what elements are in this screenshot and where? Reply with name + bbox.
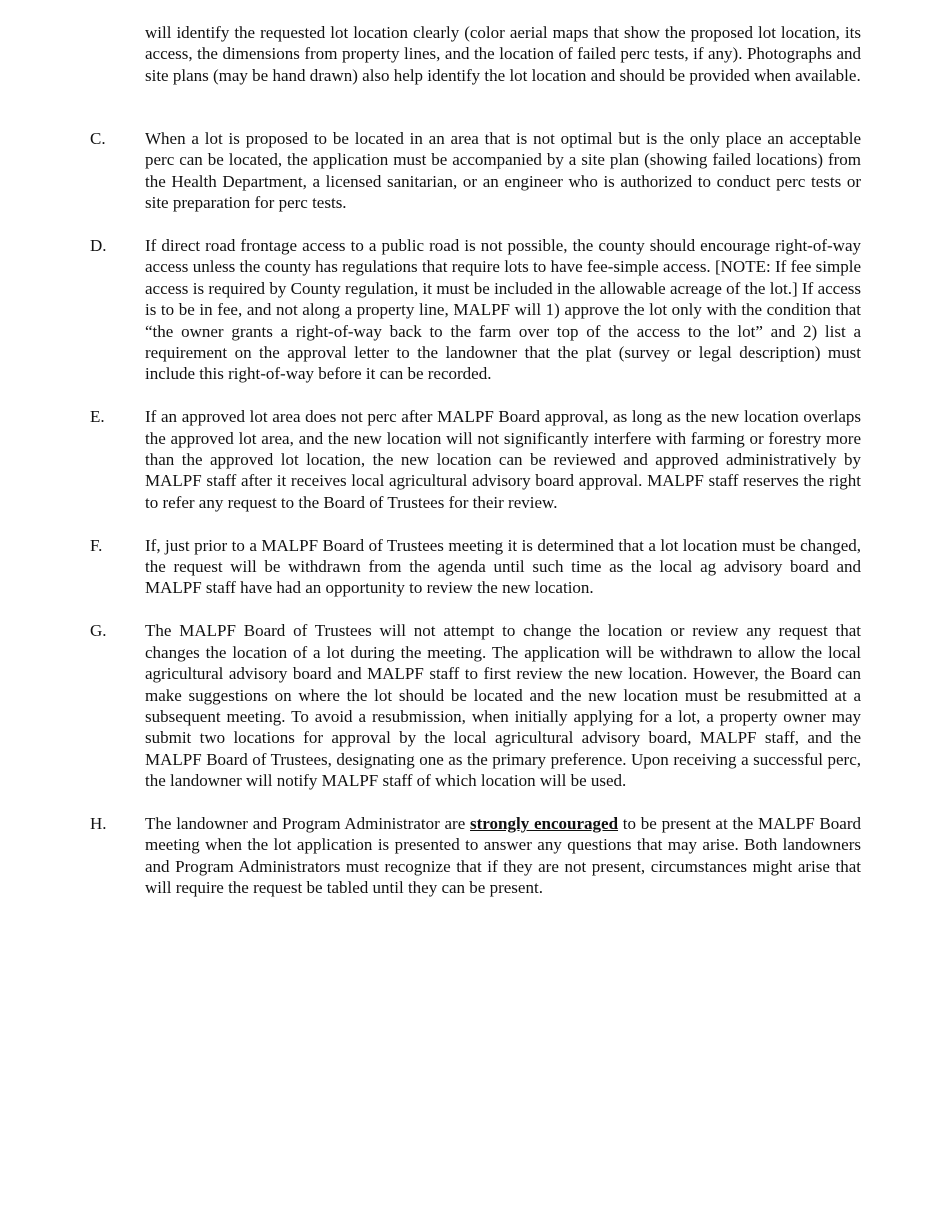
item-text: When a lot is proposed to be located in an area that is not optimal but is the only place an acceptable perc can be located, the application must be accompanied by a site plan (showing failed locations) from the Health Department, a licensed sanitarian, or an engineer who is authorized to conduct perc tests or site preparation for perc tests. — [145, 129, 861, 213]
list-item-d — [0, 235, 861, 385]
item-text: If, just prior to a MALPF Board of Trustees meeting it is determined that a lot location must be changed, the request will be withdrawn from the agenda until such time as the local ag advisory board and MALPF staff have had an opportunity to review the new location. — [145, 535, 861, 598]
item-letter: F. — [90, 535, 103, 555]
continuation-paragraph: will identify the requested lot location clearly (color aerial maps that show the proposed lot location, its access, the dimensions from property lines, and the location of failed perc tests, if any). Photographs and site plans (may be hand drawn) also help identify the lot location and should be provided when available. — [145, 23, 861, 85]
item-text-after: to be present at the MALPF Board meeting when the lot application is presented to answer any questions that may arise. Both landowners and Program Administrators must recognize that if they are not present, circumstances might arise that will require the request be tabled until they can be present. — [145, 813, 861, 898]
list-item-e — [0, 406, 861, 513]
item-letter: G. — [90, 621, 107, 641]
item-letter: D. — [90, 236, 107, 256]
list-item-h — [0, 813, 861, 899]
item-text: The MALPF Board of Trustees will not attempt to change the location or review any request that changes the location of a lot during the meeting. The application will be withdrawn to allow the local agricultural advisory board and MALPF staff to first review the new location. However, the Board can make suggestions on where the lot should be located and the new location must be resubmitted at a subsequent meeting. To avoid a resubmission, when initially applying for a lot, a property owner may submit two locations for approval by the local agricultural advisory board, MALPF staff, and the MALPF Board of Trustees, designating one as the primary preference. Upon receiving a successful perc, the landowner will notify MALPF staff of which location will be used. — [145, 621, 861, 791]
list-item-f — [0, 535, 861, 599]
list-item-g — [0, 620, 861, 791]
item-text-before: The landowner and Program Administrator are — [145, 813, 471, 833]
item-letter: H. — [90, 813, 107, 833]
item-text: If an approved lot area does not perc after MALPF Board approval, as long as the new location overlaps the approved lot area, and the new location will not significantly interfere with farming or forestry more than the approved lot location, the new location can be reviewed and approved administratively by MALPF staff after it receives local agricultural advisory board approval. MALPF staff reserves the right to refer any request to the Board of Trustees for their review. — [145, 407, 861, 512]
item-letter: C. — [90, 129, 106, 148]
emphasis-text: strongly encouraged — [470, 813, 619, 833]
item-text — [145, 813, 861, 899]
item-text: If direct road frontage access to a public road is not possible, the county should encourage right-of-way access unless the county has regulations that require lots to have fee-simple access. [NOTE: If fee simple access is required by County regulation, it must be included in the allowable acreage of the lot.] If access is to be in fee, and not along a property line, MALPF will 1) approve the lot only with the condition that “the owner grants a right-of-way back to the farm over top of the access to the lot” and 2) list a requirement on the approval letter to the landowner that the plat (survey or legal description) must include this right-of-way before it can be recorded. — [145, 236, 861, 384]
lettered-list — [0, 128, 950, 920]
item-letter: E. — [90, 407, 105, 427]
list-item-c — [0, 128, 861, 214]
